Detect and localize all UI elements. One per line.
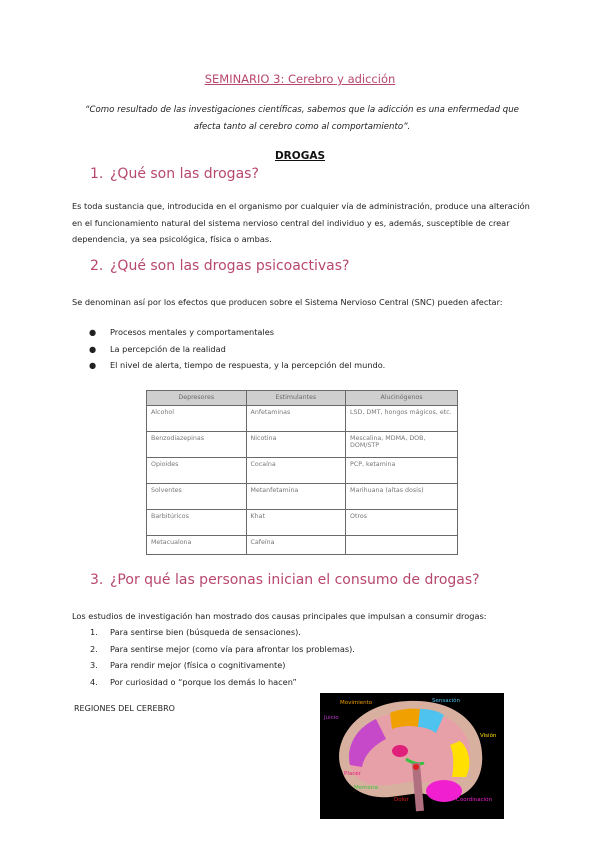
paragraph-q1: Es toda sustancia que, introducida en el organismo por cualquier vía de administración, produce una alteración en el funcionamiento natural del sistema nervioso central del individuo y es, además, susceptible de crear dependencia, ya sea psicológica, física o ambas. — [72, 201, 530, 244]
sensacion-label: Sensación — [432, 698, 460, 704]
list-item: 2. Para sentirse mejor (como vía para afrontar los problemas). — [90, 643, 355, 654]
list-item: 3. Para rendir mejor (física o cognitivamente) — [90, 660, 286, 670]
table-row — [147, 432, 458, 458]
heading-number: 3. — [90, 572, 104, 588]
table-cell: Marihuana (altas dosis) — [346, 484, 458, 510]
heading-text: ¿Qué son las drogas psicoactivas? — [110, 258, 350, 274]
section-heading: DROGAS — [274, 150, 326, 162]
table-cell: Otros — [346, 510, 458, 536]
brain-diagram — [320, 693, 504, 819]
placer-region — [392, 745, 408, 757]
reasons-list — [72, 624, 355, 690]
table-cell: Solventes — [147, 484, 247, 510]
paragraph-q2: Se denominan así por los efectos que producen sobre el Sistema Nervioso Central (SNC) pueden afectar: — [72, 297, 503, 307]
bullet-icon: ● — [89, 343, 97, 354]
memoria-label: Memoria — [354, 785, 379, 791]
dolor-region — [413, 764, 419, 770]
intro-quote: “Como resultado de las investigaciones científicas, sabemos que la adicción es una enfermedad que afecta tanto al cerebro como al comportamiento”. — [85, 105, 519, 132]
table-cell: Cafeína — [246, 536, 346, 555]
table-cell: Metanfetamina — [246, 484, 346, 510]
brain-illustration — [320, 693, 504, 819]
document-title: SEMINARIO 3: Cerebro y adicción — [204, 72, 396, 86]
list-item: 1. Para sentirse bien (búsqueda de sensaciones). — [90, 627, 301, 637]
dolor-label: Dolor — [394, 797, 409, 803]
table-cell: Khat — [246, 510, 346, 536]
movimiento-label: Movimiento — [340, 700, 373, 706]
table-cell: Alcohol — [147, 406, 247, 432]
column-header: Depresores — [147, 391, 247, 406]
table-cell: PCP, ketamina — [346, 458, 458, 484]
table-cell: Metacualona — [147, 536, 247, 555]
heading-q2 — [90, 258, 349, 274]
heading-number: 2. — [90, 258, 104, 274]
table-cell — [346, 536, 458, 555]
vision-label: Visión — [480, 733, 497, 739]
table-cell: Barbitúricos — [147, 510, 247, 536]
heading-number: 1. — [90, 166, 104, 182]
juicio-label: Juicio — [324, 715, 339, 721]
table-row — [147, 536, 458, 555]
list-item: ● La percepción de la realidad — [72, 341, 385, 358]
brain-regions-label: REGIONES DEL CEREBRO — [74, 704, 175, 713]
column-header: Estimulantes — [246, 391, 346, 406]
list-item: ● Procesos mentales y comportamentales — [72, 324, 385, 341]
bullet-icon: ● — [89, 360, 97, 370]
bullet-icon: ● — [89, 327, 97, 337]
heading-text: ¿Por qué las personas inician el consumo de drogas? — [110, 572, 480, 588]
table-cell: LSD, DMT, hongos mágicos, etc. — [346, 406, 458, 432]
table-row — [147, 484, 458, 510]
table-row — [147, 406, 458, 432]
column-header: Alucinógenos — [346, 391, 458, 406]
heading-text: ¿Qué son las drogas? — [110, 166, 259, 182]
table-cell: Mescalina, MDMA, DOB, DOM/STP — [346, 432, 458, 458]
effects-list — [72, 324, 385, 374]
heading-q3 — [90, 572, 480, 588]
table-row — [147, 458, 458, 484]
table-row — [147, 510, 458, 536]
coordinacion-label: Coordinación — [456, 797, 493, 803]
table-cell: Anfetaminas — [246, 406, 346, 432]
table-cell: Benzodiazepinas — [147, 432, 247, 458]
placer-label: Placer — [344, 771, 361, 777]
list-item: 4. Por curiosidad o “porque los demás lo hacen” — [90, 676, 297, 687]
paragraph-q3: Los estudios de investigación han mostrado dos causas principales que impulsan a consumir drogas: — [72, 611, 487, 621]
table-cell: Opioides — [147, 458, 247, 484]
table-header-row — [147, 391, 458, 406]
table-cell: Cocaína — [246, 458, 346, 484]
list-item: ● El nivel de alerta, tiempo de respuesta, y la percepción del mundo. — [72, 357, 385, 374]
heading-q1 — [90, 166, 259, 182]
drug-classification-table — [146, 390, 458, 555]
table-cell: Nicotina — [246, 432, 346, 458]
movimiento-region — [390, 709, 420, 729]
brainstem-shape — [416, 763, 420, 811]
